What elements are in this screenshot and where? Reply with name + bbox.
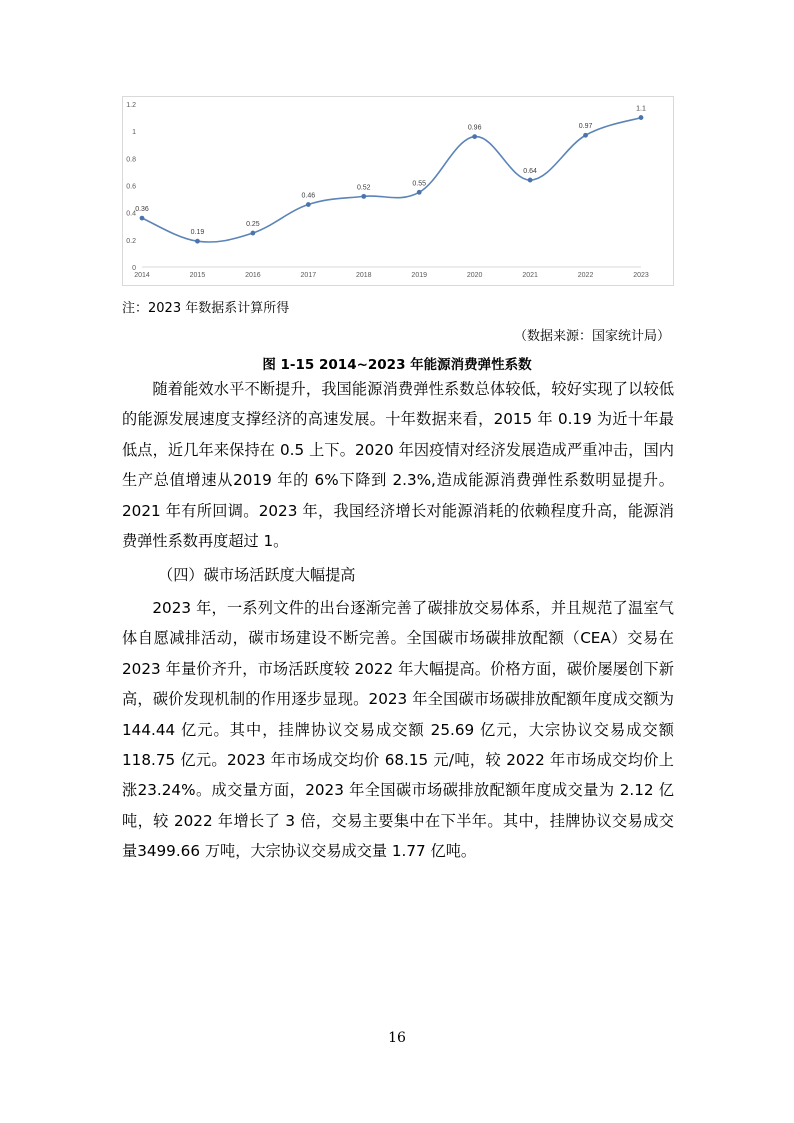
x-tick-label: 2020: [466, 272, 483, 279]
x-tick-label: 2015: [189, 272, 206, 279]
page-number: 16: [388, 1030, 406, 1046]
data-point: [639, 115, 644, 120]
data-label: 0.55: [412, 180, 427, 188]
data-point: [306, 202, 311, 207]
data-point: [472, 134, 477, 139]
data-source: （数据来源：国家统计局）: [513, 329, 670, 344]
y-tick-label: 0.6: [126, 183, 136, 191]
paragraph-2-text: 2023 年，一系列文件的出台逐渐完善了碳排放交易体系，并且规范了温室气体自愿减排活动，碳市场建设不断完善。全国碳市场碳排放配额（CEA）交易在 2023 年量价齐升，市场活跃度较 2022 年大幅提高。价格方面，碳价屡屡创下新高，碳价发现机制的作用逐步显现。2023 年全国碳市场碳排放配额年度成交额为 144.44 亿元。其中，挂牌协议交易成交额 25.69 亿元，大宗协议交易成交额118.75 亿元。2023 年市场成交均价 68.15 元/吨，较 2022 年市场成交均价上涨23.24%。成交量方面，2023 年全国碳市场碳排放配额年度成交量为 2.12 亿吨，较 2022 年增长了 3 倍，交易主要集中在下半年。其中，挂牌协议交易成交量3499.66 万吨，大宗协议交易成交量 1.77 亿吨。: [122, 599, 674, 861]
chart-svg: [123, 97, 673, 285]
elasticity-line-chart: [122, 96, 674, 286]
data-label: 0.97: [578, 123, 593, 131]
data-label: 0.96: [467, 124, 482, 132]
x-tick-label: 2022: [577, 272, 594, 279]
x-tick-label: 2018: [355, 272, 372, 279]
data-label: 1.1: [636, 105, 646, 113]
chart-note: 注：2023 年数据系计算所得: [122, 301, 290, 316]
data-label: 0.25: [246, 221, 260, 229]
x-tick-label: 2021: [522, 272, 538, 279]
data-point: [361, 194, 366, 199]
y-tick-label: 0.2: [126, 237, 136, 245]
x-tick-label: 2014: [134, 272, 150, 279]
data-point: [140, 216, 145, 221]
data-label: 0.46: [301, 192, 316, 200]
data-label: 0.52: [356, 184, 371, 192]
x-tick-label: 2017: [300, 272, 317, 279]
x-tick-label: 2023: [633, 272, 649, 279]
data-point: [528, 178, 533, 183]
y-tick-label: 0.8: [126, 156, 136, 164]
data-label: 0.36: [135, 206, 149, 214]
y-tick-label: 1.2: [126, 102, 136, 109]
paragraph-1-text: 随着能效水平不断提升，我国能源消费弹性系数总体较低，较好实现了以较低的能源发展速度支撑经济的高速发展。十年数据来看，2015 年 0.19 为近十年最低点，近几年来保持在 0.5 上下。2020 年因疫情对经济发展造成严重冲击，国内生产总值增速从2019 年的 6%下降到 2.3%,造成能源消费弹性系数明显提升。2021 年有所回调。2023 年，我国经济增长对能源消耗的依赖程度升高，能源消费弹性系数再度超过 1。: [122, 380, 674, 551]
y-tick-label: 0.4: [126, 210, 136, 218]
y-tick-label: 1: [132, 129, 136, 137]
section-heading: （四）碳市场活跃度大幅提高: [158, 566, 356, 584]
x-tick-label: 2016: [245, 272, 261, 279]
data-label: 0.19: [190, 229, 205, 237]
x-tick-label: 2019: [411, 272, 428, 279]
data-point: [583, 133, 588, 138]
data-point: [417, 190, 422, 195]
data-label: 0.64: [523, 168, 537, 176]
paragraph-carbon-market: [122, 593, 674, 867]
data-point: [250, 231, 255, 236]
data-point: [195, 239, 200, 244]
figure-caption: 图 1-15 2014~2023 年能源消费弹性系数: [262, 357, 532, 373]
paragraph-energy-elasticity: [122, 374, 674, 556]
series-line: [142, 118, 641, 242]
y-tick-label: 0: [132, 265, 136, 272]
